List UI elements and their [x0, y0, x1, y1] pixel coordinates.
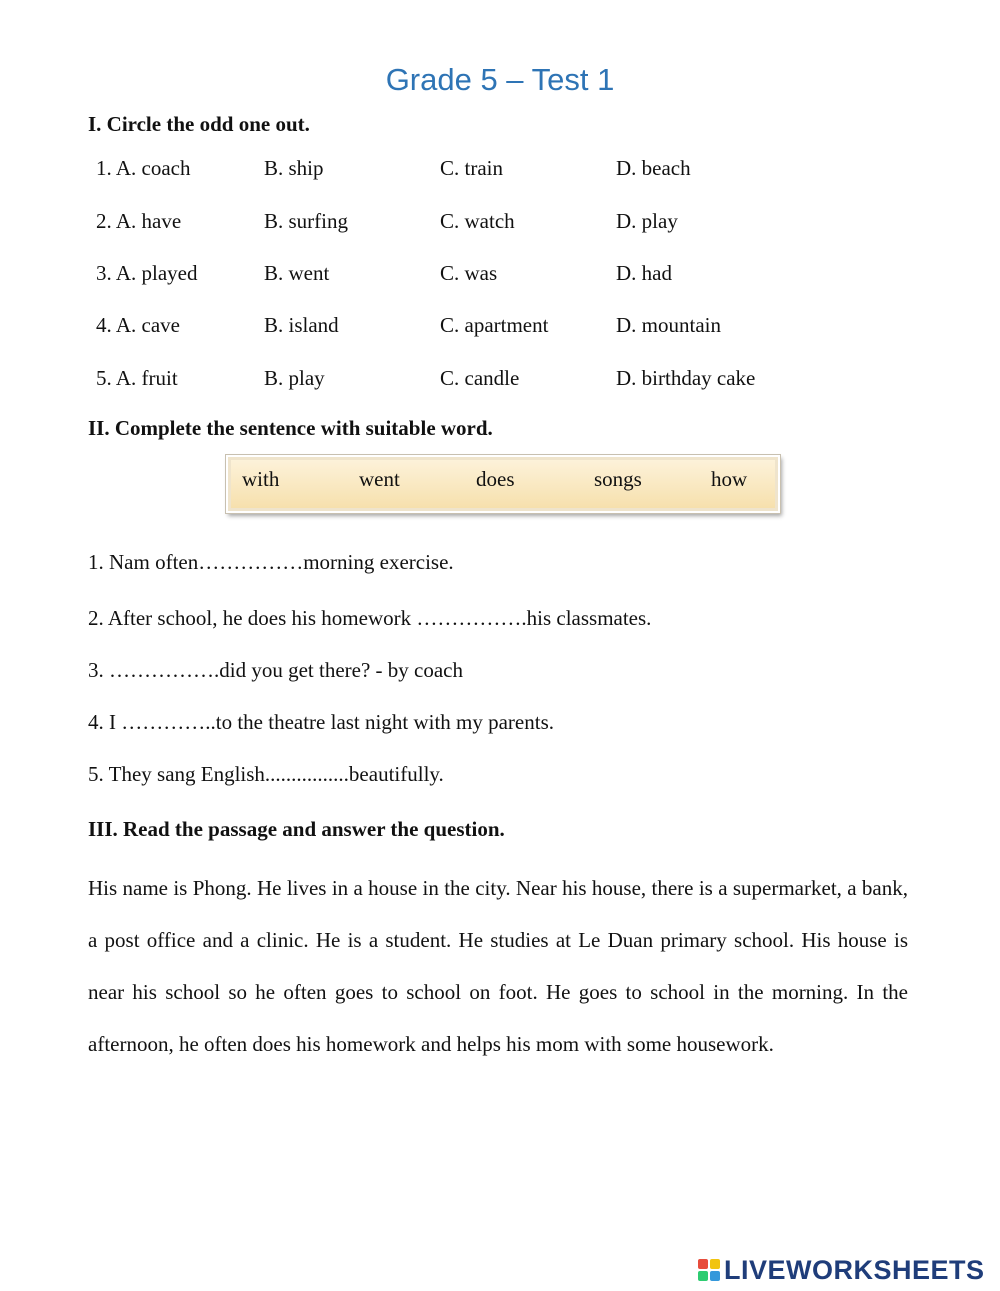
- odd-one-out-row: [96, 156, 896, 184]
- page-title: Grade 5 – Test 1: [385, 62, 615, 97]
- option-c[interactable]: C. candle: [440, 366, 520, 390]
- logo-square: [698, 1259, 708, 1269]
- option-a[interactable]: 5. A. fruit: [96, 366, 178, 390]
- liveworksheets-logo[interactable]: [698, 1254, 985, 1286]
- option-b[interactable]: B. surfing: [264, 209, 348, 233]
- fill-sentence: 4. I …………..to the theatre last night with my parents.: [88, 710, 554, 734]
- word-bank-item: songs: [594, 467, 642, 491]
- option-c[interactable]: C. train: [440, 156, 503, 180]
- fill-sentence: 3. …………….did you get there? - by coach: [88, 658, 463, 682]
- option-a[interactable]: 3. A. played: [96, 261, 198, 285]
- option-d[interactable]: D. mountain: [616, 313, 721, 337]
- odd-one-out-row: [96, 313, 896, 341]
- odd-one-out-row: [96, 366, 896, 394]
- reading-passage: His name is Phong. He lives in a house in the city. Near his house, there is a supermarket, a bank, a post office and a clinic. He is a student. He studies at Le Duan primary school. His house is near his school so he often goes to school on foot. He goes to school in the morning. In the afternoon, he often does his homework and helps his mom with some housework.: [88, 876, 908, 1056]
- word-bank-item: went: [359, 467, 400, 491]
- option-b[interactable]: B. island: [264, 313, 339, 337]
- option-d[interactable]: D. had: [616, 261, 672, 285]
- odd-one-out-row: [96, 261, 896, 289]
- section2-heading: II. Complete the sentence with suitable word.: [88, 416, 493, 440]
- option-c[interactable]: C. apartment: [440, 313, 549, 337]
- option-a[interactable]: 1. A. coach: [96, 156, 191, 180]
- option-c[interactable]: C. watch: [440, 209, 515, 233]
- option-b[interactable]: B. went: [264, 261, 330, 285]
- fill-sentence: 2. After school, he does his homework …………….his classmates.: [88, 606, 652, 630]
- section1-heading: I. Circle the odd one out.: [88, 112, 310, 136]
- logo-square: [710, 1259, 720, 1269]
- option-d[interactable]: D. play: [616, 209, 678, 233]
- option-b[interactable]: B. ship: [264, 156, 324, 180]
- option-c[interactable]: C. was: [440, 261, 498, 285]
- section3-heading: III. Read the passage and answer the question.: [88, 817, 505, 841]
- option-d[interactable]: D. beach: [616, 156, 691, 180]
- word-bank-item: how: [711, 467, 748, 491]
- odd-one-out-row: [96, 209, 896, 237]
- word-bank-item: does: [476, 467, 515, 491]
- option-d[interactable]: D. birthday cake: [616, 366, 756, 390]
- logo-square: [710, 1271, 720, 1281]
- fill-sentence: 5. They sang English................beautifully.: [88, 762, 444, 786]
- logo-square: [698, 1271, 708, 1281]
- word-bank-item: with: [242, 467, 280, 491]
- word-bank: [226, 455, 780, 513]
- option-a[interactable]: 4. A. cave: [96, 313, 180, 337]
- fill-sentence: 1. Nam often……………morning exercise.: [88, 550, 454, 574]
- option-a[interactable]: 2. A. have: [96, 209, 182, 233]
- option-b[interactable]: B. play: [264, 366, 325, 390]
- brand-name: LIVEWORKSHEETS: [724, 1254, 985, 1285]
- logo-squares-icon: [698, 1259, 720, 1281]
